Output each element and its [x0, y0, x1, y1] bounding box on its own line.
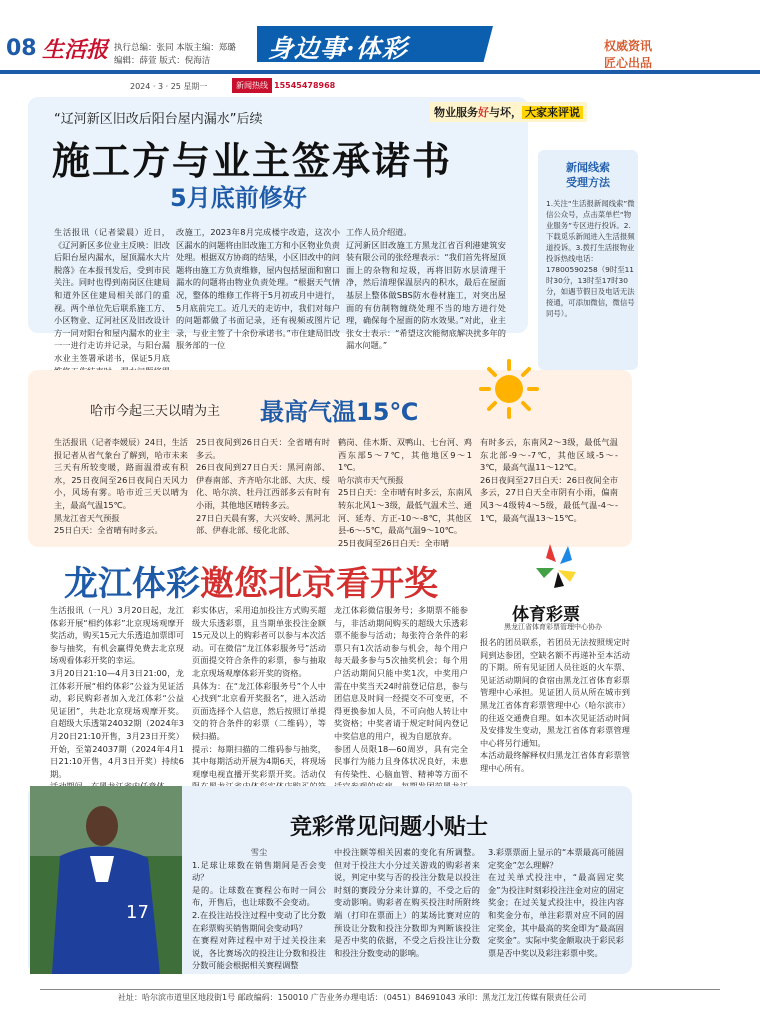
tips-col1-text: 1.足球让球数在销售期间是否会变动？ [192, 859, 326, 883]
story-column-2: 改施工，2023年8月完成楼宇改造，这次小区漏水的问题将由旧改施工方和小区物业负责处理。根据双方协商的结果，小区旧改中的问题将由施工方负责维修，屋内包括屋面和窗口漏水的问题将由物业负责处理。“根据天气情况，整体的维修工作将于5月初或月中进行，5月底前完工。近几天的走访中，我们对每户的问题都做了书面记录，还有视频或图片记录，与业主签了十余份承诺书。”市住建局旧改服务部的一位 [176, 227, 340, 351]
lottery-col4-text: 报名的团员联系，若团员无法按照规定时间到达参团，空缺名额不再递补至本活动的下期。所有见证团人员往返的火车票、见证活动期间的食宿由黑龙江省体育彩票管理中心承担。见证团人员从所在城市到黑龙江省体育彩票管理中心（哈尔滨市）的往返交通费自理。如本次见证活动时间及安排发生变动，黑龙江省体育彩票管理中心将另行通知。 [480, 637, 630, 748]
tips-col1b-text: 是的。让球数在赛程公布时一同公布，开售后，也让球数不会变动。 [192, 884, 326, 908]
weather-col1b-text: 黑龙江省天气预报 [54, 512, 120, 523]
story-col3b-text: 辽河新区旧改施工方黑龙江省百利港建筑安装有限公司的张经理表示：“我们首先将屋顶面上的杂物和垃圾，再将旧防水层清理干净，然后清理保温层内的积水，最后在屋面基层上整体做SBS防水卷材施工，对突出屋面的有仿制物缠绕处理不当的地方进行处理，确保每个屋面的防水效果。”对此，业主张女士表示：“希望这次能彻底解决扰多年的漏水问题。” [346, 239, 506, 351]
story-subheadline: 5月底前修好 [170, 184, 307, 212]
sports-lottery-logo-icon [528, 538, 584, 594]
weather-col3-text: 鹤岗、佳木斯、双鸭山、七台河、鸡西东部5～7℃，其他地区9～11℃。 [338, 437, 472, 473]
hotline-number: 15545478968 [274, 81, 336, 90]
story-headline: 施工方与业主签承诺书 [52, 138, 453, 183]
lottery-column-1 [50, 604, 184, 779]
weather-col2c-text: 27日白天晨有雾，大兴安岭、黑河北部、伊春北部、绥化北部、 [196, 512, 330, 536]
lottery-col4b-text: 本活动最终解释权归黑龙江省体育彩票管理中心所有。 [480, 750, 630, 773]
lottery-column-3 [334, 604, 468, 779]
weather-column-4 [480, 436, 618, 542]
sidebar-body: 1.关注“生活报新闻线索”微信公众号，点击菜单栏“物业服务”专区进行投诉。2.下载觅乐新闻进入生活报频道投诉。3.拨打生活报物业投诉热线电话：17800590258（9时至11时30分，13时至17时30分，如遇节假日及电话无法接通，可添加微信，微信号同号）。 [546, 199, 635, 318]
weather-col3c-text: 25日白天：全市晴有时多云，东南风转东北风1～3级，最低气温术兰、通河、延寿、方正-10～-8℃，其他区县-6～-5℃，最高气温9～10℃。 [338, 487, 472, 536]
weather-col4-text: 有时多云，东南风2～3级，最低气温东北部-9～-7℃，其他区域-5～-3℃，最高气温11～12℃。 [480, 437, 618, 473]
sidebar-title-2: 受理方法 [566, 176, 610, 189]
hotline-label: 新闻热线 [232, 78, 272, 93]
date-line: 2024 · 3 · 25 星期一 [130, 82, 208, 91]
weather-column-1 [54, 436, 188, 542]
column-tag-em: 大家来评说 [522, 106, 583, 119]
tips-column-2: 中投注额等相关因素的变化有所调整。但对于投注大小分过关游戏的购彩者来说，判定中奖与否的投注分数是以投注时刻的赛段分分来计算的，不受之后的变动影响。购彩者在购买投注时所附终端（打印在票面上）的某场比赛对应的预设让分数和投注分数即为判断该投注是否中奖的依据，不受之后投注让分数和投注分数变动的影响。 [334, 847, 480, 958]
column-tag [430, 102, 587, 122]
tips-column-1 [192, 846, 326, 971]
story-column-1 [54, 226, 170, 363]
weather-column-3 [338, 436, 472, 548]
lottery-logo-title: 体育彩票 [512, 605, 580, 625]
weather-col1-text: 生活报讯（记者李媛辰）24日，生活报记者从省气象台了解到，哈市未来三天有所较变暖，路面温滑或有积水，25日夜间至26日夜间白天风力小，风场有雾。哈市近三天以晴为主，最高气温15℃。 [54, 437, 188, 510]
footer-text: 社址：哈尔滨市道里区地段街1号 邮政编码：150010 广告业务办理电话：（0451）84691043 承印：黑龙江龙江传媒有限责任公司 [118, 993, 587, 1002]
weather-col2-text: 25日夜间到26日白天：全省晴有时多云。 [196, 437, 330, 460]
lottery-column-2 [192, 604, 326, 779]
lottery-col2-text: 彩实体店，采用追加投注方式购买超级大乐透彩票，且当期单张投注金额15元及以上的购彩者可以参与本次活动。可在微信“龙江体彩服务号”活动页面提交符合条件的彩票，参与抽取北京现场观摩体彩开奖的资格。 [192, 605, 326, 678]
editor-credits [114, 42, 236, 68]
slogan [604, 38, 652, 72]
tips-col1c-text: 2.在投注站投注过程中变动了比分数在彩票购买销售期间会变动吗？ [192, 909, 326, 933]
sidebar-title-1: 新闻线索 [566, 161, 610, 174]
section-banner-title: 身边事·体彩 [268, 34, 408, 63]
column-tag-prefix: 物业服务 [434, 106, 478, 119]
lottery-headline [64, 556, 438, 605]
weather-headline-big: 最高气温15℃ [260, 398, 419, 426]
weather-headline-small: 哈市今起三天以晴为主 [90, 404, 221, 419]
story-col3-text: 工作人员介绍道。 [346, 227, 412, 237]
weather-col2b-text: 26日夜间到27日白天：黑河南部、伊春南部、齐齐哈尔北部、大庆、绥化、哈尔滨、牡丹江西部多云有时有小雨，其他地区晴转多云。 [196, 462, 330, 510]
slogan-line-1: 权威资讯 [604, 39, 653, 53]
sun-icon [478, 358, 540, 420]
story-col1-text: 生活报讯（记者梁晨）近日，《辽河新区多位业主反映：旧改后阳台屋内漏水，屋顶漏水大片脱落》在本报刊发后，受到市民关注。同时也得到南岗区住建局和道外区住建局相关部门的重视。两个单位先后联系施工方、小区物业、辽河社区及旧改设计方一同对阳台和屋内漏水的业主一一进行走访并记录，与阳台漏水业主签署承诺书，保证5月底 [54, 227, 170, 363]
weather-col4b-text: 26日夜间至27日白天：26日夜间全市多云，27日白天全市阴有小雨，偏南风3～4级转4～5级，最低气温-4～-1℃，最高气温13～15℃。 [480, 474, 618, 523]
weather-col1c-text: 25日白天：全省晴有时多云。 [54, 525, 163, 536]
paper-logo: 生活报 [42, 37, 109, 63]
lottery-col3b-text: 参团人员限18—60周岁，具有完全民事行为能力且身体状况良好，未患有传染性、心脑血管、精神等方面不 [334, 743, 468, 779]
weather-col3d-text: 25日夜间至26日白天：全市晴 [338, 537, 449, 548]
football-player-photo [30, 786, 182, 974]
footer-rule [40, 989, 720, 990]
svg-text:17: 17 [126, 902, 149, 923]
weather-col3b-text: 哈尔滨市天气预报 [338, 474, 404, 485]
tips-col1d-text: 在赛程对阵过程中对于过关投注来说，各比赛场次的投注让分数和投注分数可能会根据相关赛程调整 [192, 935, 326, 971]
lottery-logo-sub: 黑龙江省体育彩票管理中心协办 [504, 623, 602, 631]
tips-col3-text: 3.彩票票面上显示的“本票最高可能固定奖金”怎么理解？ [488, 847, 624, 870]
lottery-col1b-text: 3月20日21:10—4月3日21:00，龙江体彩开展“相约体彩”公益为见证活动，彩民购彩者加入龙江体彩“公益见证团”，共赴北京现场观摩开奖。自超级大乐透第24032期（2024年3月20日21:10开售，3月23日开奖）开始，至第24037期（2024年4月1日21:10开售，4月3日开奖）持续6期。 [50, 667, 184, 779]
lottery-col2c-text: 提示：每期扫描的二维码参与抽奖，其中每期活动开展为4期6天，将现场观摩电视直播开奖彩票开奖。活动仅 [192, 743, 326, 779]
sidebar-title [548, 160, 628, 190]
page-number: 08 [6, 36, 37, 61]
lottery-col3-text: 龙江体彩微信服务号；多期票不能参与，非活动期间购买的超级大乐透彩票不能参与活动；每张符合条件的彩票只有1次活动参与机会，每个用户每天最多参与5次抽奖机会；每个用户活动期间只能中奖1次，中奖用户需在中奖当天24时前登记信息，参与团信息及时间一经提交不可变更，不得更换参加人员，不可向他人转让中奖资格；中奖者请于规定时间内登记中奖信息的用户，视为自愿放弃。 [334, 605, 468, 741]
editor-line-1: 执行总编：张同 本版主编：郑璐 [114, 43, 236, 53]
tips-headline: 竞彩常见问题小贴士 [290, 815, 489, 840]
weather-column-2 [196, 436, 330, 542]
tips-column-3 [488, 846, 624, 968]
tips-author: 雪尘 [250, 847, 268, 857]
slogan-line-2: 匠心出品 [604, 56, 653, 70]
lottery-col1-text: 生活报讯（一凡）3月20日起，龙江体彩开展“相约体彩”北京现场观摩开奖活动，购买15元大乐透追加票即可参与抽奖，有机会赢得免费去北京现场观看体彩开奖的幸运。 [50, 605, 184, 666]
column-tag-good: 好 [478, 106, 489, 119]
story-column-3 [346, 226, 506, 358]
tips-col3b-text: 在过关单式投注中，“最高固定奖金”为投注时刻彩投注注金对应的固定奖金；在过关复式投注中，投注内容和奖金分布，单注彩票对应不同的固定奖金，其中最高的奖金即为“最高固定奖金”。实际中奖金额取决于彩民彩票是否中奖以及彩注彩票中奖。 [488, 872, 624, 958]
lottery-headline-red: 邀您北京看开奖 [200, 564, 438, 604]
lottery-headline-blue: 龙江体彩 [64, 564, 200, 604]
lottery-column-4 [480, 636, 630, 774]
lottery-col2b-text: 具体为：在“龙江体彩服务号”个人中心找到“北京看开奖报名”，进入活动页面选择个人信息，然后按照订单提交的符合条件的彩票（二维码），等候扫描。 [192, 680, 326, 741]
story-kicker: “辽河新区旧改后阳台屋内漏水”后续 [54, 112, 263, 127]
column-tag-mid: 与坏， [489, 106, 522, 119]
editor-line-2: 编辑：薛萱 版式：倪海洁 [114, 56, 211, 66]
player-illustration-icon [30, 786, 182, 974]
